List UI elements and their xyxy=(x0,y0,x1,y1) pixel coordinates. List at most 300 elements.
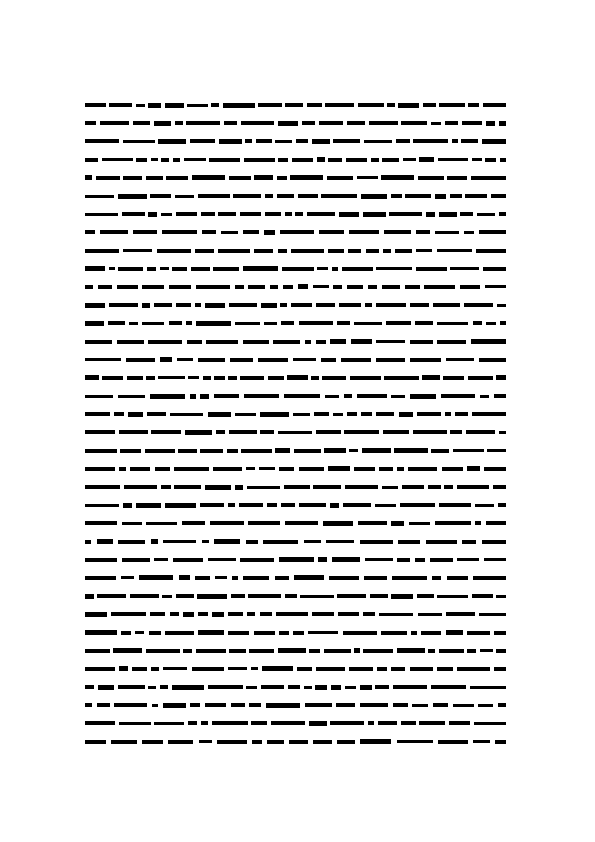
word-block xyxy=(278,249,287,253)
word-block xyxy=(308,631,338,634)
word-block xyxy=(228,376,237,380)
word-block xyxy=(212,721,248,725)
word-block xyxy=(136,503,161,508)
word-block xyxy=(85,103,106,107)
word-block xyxy=(343,503,371,507)
word-block xyxy=(476,249,506,253)
word-block xyxy=(200,503,224,507)
word-block xyxy=(240,376,264,380)
word-block xyxy=(123,503,132,508)
word-block xyxy=(305,340,311,344)
word-block xyxy=(327,176,353,180)
word-block xyxy=(284,394,320,398)
word-block xyxy=(431,449,449,453)
word-block xyxy=(243,576,269,580)
word-block xyxy=(319,121,343,125)
word-block xyxy=(350,376,381,380)
word-block xyxy=(118,194,147,199)
text-line-words xyxy=(85,278,506,296)
word-block xyxy=(426,212,435,217)
word-block xyxy=(85,375,99,380)
word-block xyxy=(158,139,186,144)
word-block xyxy=(205,303,225,308)
word-block xyxy=(188,376,199,379)
word-block xyxy=(165,503,196,508)
word-block xyxy=(150,194,171,198)
word-block xyxy=(480,395,489,398)
word-block xyxy=(152,704,158,707)
word-block xyxy=(126,358,155,362)
word-block xyxy=(339,212,359,217)
word-block xyxy=(208,685,243,689)
word-block xyxy=(130,467,150,471)
word-block xyxy=(288,685,300,689)
word-block xyxy=(254,631,275,635)
word-block xyxy=(460,212,473,216)
word-block xyxy=(98,685,114,690)
word-block xyxy=(176,303,191,307)
word-block xyxy=(198,612,208,616)
word-block xyxy=(293,358,316,361)
word-block xyxy=(318,557,327,562)
word-block xyxy=(264,230,275,235)
word-block xyxy=(419,157,434,162)
word-block xyxy=(339,303,361,307)
word-block xyxy=(363,649,393,653)
word-block xyxy=(85,412,110,416)
word-block xyxy=(475,521,481,525)
word-block xyxy=(417,594,434,598)
word-block xyxy=(122,212,145,216)
word-block xyxy=(313,740,332,744)
word-block xyxy=(319,230,344,234)
word-block xyxy=(267,503,277,507)
word-block xyxy=(163,540,196,543)
word-block xyxy=(223,103,255,108)
text-line-words xyxy=(85,714,506,732)
word-block xyxy=(85,449,117,453)
word-block xyxy=(472,158,482,161)
word-block xyxy=(357,176,378,179)
text-line xyxy=(85,514,506,532)
word-block xyxy=(496,649,506,653)
text-line xyxy=(85,460,506,478)
word-block xyxy=(396,139,410,143)
word-block xyxy=(412,704,428,707)
text-line xyxy=(85,114,506,132)
text-line xyxy=(85,242,506,260)
word-block xyxy=(432,576,441,580)
text-line xyxy=(85,478,506,496)
word-block xyxy=(200,394,209,399)
word-block xyxy=(186,121,220,125)
word-block xyxy=(317,157,325,162)
word-block xyxy=(142,303,150,308)
word-block xyxy=(243,230,259,234)
word-block xyxy=(97,539,113,544)
word-block xyxy=(410,358,441,362)
word-block xyxy=(450,430,462,434)
text-line-words xyxy=(85,514,506,532)
word-block xyxy=(214,376,225,380)
word-block xyxy=(114,412,124,416)
word-block xyxy=(121,576,134,579)
word-block xyxy=(169,285,191,289)
word-block xyxy=(157,249,191,253)
word-block xyxy=(228,667,247,670)
word-block xyxy=(376,303,406,307)
word-block xyxy=(391,594,413,599)
word-block xyxy=(361,194,387,199)
word-block xyxy=(435,231,459,234)
text-line-words xyxy=(85,369,506,387)
word-block xyxy=(424,285,455,289)
word-block xyxy=(85,230,95,234)
word-block xyxy=(118,395,145,398)
word-block xyxy=(201,212,215,216)
word-block xyxy=(376,340,405,343)
text-line xyxy=(85,132,506,150)
word-block xyxy=(345,485,378,489)
word-block xyxy=(499,431,506,434)
word-block xyxy=(197,594,227,599)
word-block xyxy=(168,740,193,744)
word-block xyxy=(413,430,447,434)
word-block xyxy=(497,304,506,307)
word-block xyxy=(117,285,138,289)
word-block xyxy=(384,376,419,380)
word-block xyxy=(338,612,359,616)
word-block xyxy=(246,467,255,470)
text-line-words xyxy=(85,296,506,314)
word-block xyxy=(445,412,451,416)
word-block xyxy=(444,485,453,489)
word-block xyxy=(473,576,506,580)
word-block xyxy=(349,667,373,671)
text-line xyxy=(85,714,506,732)
word-block xyxy=(309,721,327,726)
word-block xyxy=(421,631,441,635)
word-block xyxy=(246,686,257,689)
word-block xyxy=(400,503,435,507)
word-block xyxy=(100,230,128,234)
text-line xyxy=(85,169,506,187)
word-block xyxy=(397,740,433,743)
text-line-words xyxy=(85,460,506,478)
word-block xyxy=(330,339,346,344)
word-block xyxy=(324,649,351,653)
word-block xyxy=(183,612,194,617)
word-block xyxy=(196,321,231,326)
word-block xyxy=(261,685,284,689)
word-block xyxy=(175,121,183,125)
word-block xyxy=(291,249,324,253)
word-block xyxy=(97,594,126,598)
word-block xyxy=(354,648,360,653)
text-line xyxy=(85,442,506,460)
word-block xyxy=(491,194,506,198)
word-block xyxy=(172,685,204,690)
word-block xyxy=(123,140,155,143)
word-block xyxy=(408,467,437,471)
word-block xyxy=(445,121,458,125)
word-block xyxy=(332,267,338,271)
word-block xyxy=(263,540,298,544)
word-block xyxy=(139,575,173,580)
word-block xyxy=(298,194,318,198)
word-block xyxy=(260,412,289,417)
word-block xyxy=(198,630,224,635)
word-block xyxy=(500,321,506,325)
word-block xyxy=(500,158,506,162)
word-block xyxy=(316,340,326,344)
word-block xyxy=(346,158,367,162)
word-block xyxy=(296,139,308,143)
word-block xyxy=(233,194,261,198)
word-block xyxy=(363,612,375,616)
text-line-words xyxy=(85,169,506,187)
text-line-words xyxy=(85,551,506,569)
word-block xyxy=(496,595,506,598)
word-block xyxy=(85,430,115,434)
text-line xyxy=(85,678,506,696)
word-block xyxy=(441,394,475,398)
text-line-words xyxy=(85,223,506,241)
word-block xyxy=(191,267,210,271)
word-block xyxy=(228,631,249,635)
word-block xyxy=(265,194,273,198)
word-block xyxy=(265,212,281,216)
word-block xyxy=(154,558,168,561)
word-block xyxy=(85,139,119,143)
word-block xyxy=(305,703,332,707)
word-block xyxy=(360,703,388,707)
word-block xyxy=(328,249,344,253)
word-block xyxy=(401,121,427,125)
text-line-words xyxy=(85,205,506,223)
word-block xyxy=(277,194,294,198)
word-block xyxy=(85,467,115,471)
word-block xyxy=(389,212,422,216)
word-block xyxy=(344,430,379,434)
word-block xyxy=(433,703,448,707)
word-block xyxy=(392,576,427,580)
word-block xyxy=(468,103,479,107)
word-block xyxy=(285,103,303,107)
word-block xyxy=(439,503,471,507)
word-block xyxy=(251,721,267,725)
word-block xyxy=(130,594,159,598)
word-block xyxy=(410,394,436,399)
word-block xyxy=(376,358,405,362)
word-block xyxy=(252,740,262,744)
word-block xyxy=(227,449,238,453)
word-block xyxy=(151,539,158,544)
word-block xyxy=(494,631,506,635)
word-block xyxy=(192,667,224,671)
word-block xyxy=(333,413,343,416)
word-block xyxy=(246,540,258,544)
word-block xyxy=(437,595,468,598)
text-line xyxy=(85,278,506,296)
text-line-words xyxy=(85,351,506,369)
word-block xyxy=(381,175,414,180)
word-block xyxy=(102,158,133,161)
word-block xyxy=(376,412,394,416)
word-block xyxy=(394,448,428,453)
word-block xyxy=(214,539,240,544)
word-block xyxy=(247,486,280,489)
word-block xyxy=(294,575,324,580)
word-block xyxy=(280,303,287,307)
word-block xyxy=(379,467,393,471)
word-block xyxy=(132,667,147,671)
word-block xyxy=(155,467,170,471)
word-block xyxy=(280,230,314,234)
word-block xyxy=(428,485,441,489)
word-block xyxy=(418,176,444,180)
word-block xyxy=(108,321,125,325)
word-block xyxy=(328,158,342,162)
word-block xyxy=(322,376,346,380)
word-block xyxy=(375,504,396,507)
word-block xyxy=(467,631,490,635)
word-block xyxy=(289,740,308,744)
word-block xyxy=(85,195,114,198)
word-block xyxy=(148,340,182,344)
word-block xyxy=(483,103,506,107)
word-block xyxy=(290,175,323,180)
word-block xyxy=(433,303,460,307)
word-block xyxy=(203,376,211,380)
word-block xyxy=(187,104,208,107)
word-block xyxy=(378,721,397,725)
word-block xyxy=(190,703,200,707)
word-block xyxy=(187,340,202,344)
word-block xyxy=(196,649,226,653)
word-block xyxy=(499,212,506,216)
word-block xyxy=(229,649,246,653)
word-block xyxy=(344,394,352,398)
word-block xyxy=(102,376,123,380)
word-block xyxy=(398,103,419,108)
word-block xyxy=(453,449,484,452)
text-line-words xyxy=(85,660,506,678)
word-block xyxy=(85,175,92,180)
word-block xyxy=(482,540,506,544)
word-block xyxy=(202,540,209,543)
word-block xyxy=(248,285,265,289)
word-block xyxy=(410,303,429,307)
word-block xyxy=(267,740,284,744)
word-block xyxy=(416,267,447,271)
word-block xyxy=(460,285,480,289)
word-block xyxy=(472,412,506,416)
word-block xyxy=(163,703,186,708)
word-block xyxy=(186,321,192,325)
word-block xyxy=(422,375,440,380)
word-block xyxy=(118,267,143,271)
word-block xyxy=(151,158,158,161)
word-block xyxy=(370,594,388,598)
word-block xyxy=(275,448,290,453)
word-block xyxy=(366,249,379,253)
word-block xyxy=(266,703,300,708)
text-line-words xyxy=(85,114,506,132)
word-block xyxy=(218,249,250,253)
word-block xyxy=(450,194,462,198)
word-block xyxy=(395,249,412,253)
word-block xyxy=(413,139,448,143)
word-block xyxy=(228,612,243,616)
word-block xyxy=(391,194,402,198)
word-block xyxy=(163,667,187,670)
word-block xyxy=(495,740,506,744)
word-block xyxy=(342,267,373,271)
word-block xyxy=(415,321,433,325)
text-line-words xyxy=(85,260,506,278)
word-block xyxy=(273,340,300,344)
word-block xyxy=(316,430,341,434)
word-block xyxy=(162,595,172,598)
word-block xyxy=(333,285,342,289)
word-block xyxy=(192,175,225,180)
word-block xyxy=(119,467,126,471)
word-block xyxy=(486,121,495,126)
word-block xyxy=(446,358,474,361)
word-block xyxy=(347,412,357,416)
word-block xyxy=(403,158,416,161)
text-line-words xyxy=(85,187,506,205)
word-block xyxy=(211,103,219,107)
word-block xyxy=(195,303,201,307)
word-block xyxy=(437,340,466,344)
word-block xyxy=(383,430,409,434)
text-line-words xyxy=(85,623,506,641)
word-block xyxy=(498,703,506,707)
word-block xyxy=(393,703,408,707)
text-line xyxy=(85,187,506,205)
word-block xyxy=(170,413,203,416)
word-block xyxy=(360,685,372,690)
word-block xyxy=(397,467,404,471)
word-block xyxy=(437,667,453,671)
word-block xyxy=(161,213,172,216)
word-block xyxy=(231,594,245,598)
word-block xyxy=(494,394,506,398)
word-block xyxy=(439,103,465,107)
word-block xyxy=(285,521,318,525)
text-line-words xyxy=(85,496,506,514)
word-block xyxy=(471,339,506,344)
word-block xyxy=(129,322,138,325)
word-block xyxy=(217,740,247,744)
word-block xyxy=(147,412,166,416)
word-block xyxy=(172,267,187,271)
word-block xyxy=(147,267,156,271)
word-block xyxy=(241,121,274,125)
word-block xyxy=(219,139,242,144)
word-block xyxy=(473,321,482,325)
text-line xyxy=(85,733,506,751)
word-block xyxy=(261,303,277,308)
word-block xyxy=(200,449,223,453)
text-line xyxy=(85,296,506,314)
word-block xyxy=(332,557,360,562)
word-block xyxy=(260,612,272,616)
text-line xyxy=(85,551,506,569)
word-block xyxy=(176,212,197,216)
